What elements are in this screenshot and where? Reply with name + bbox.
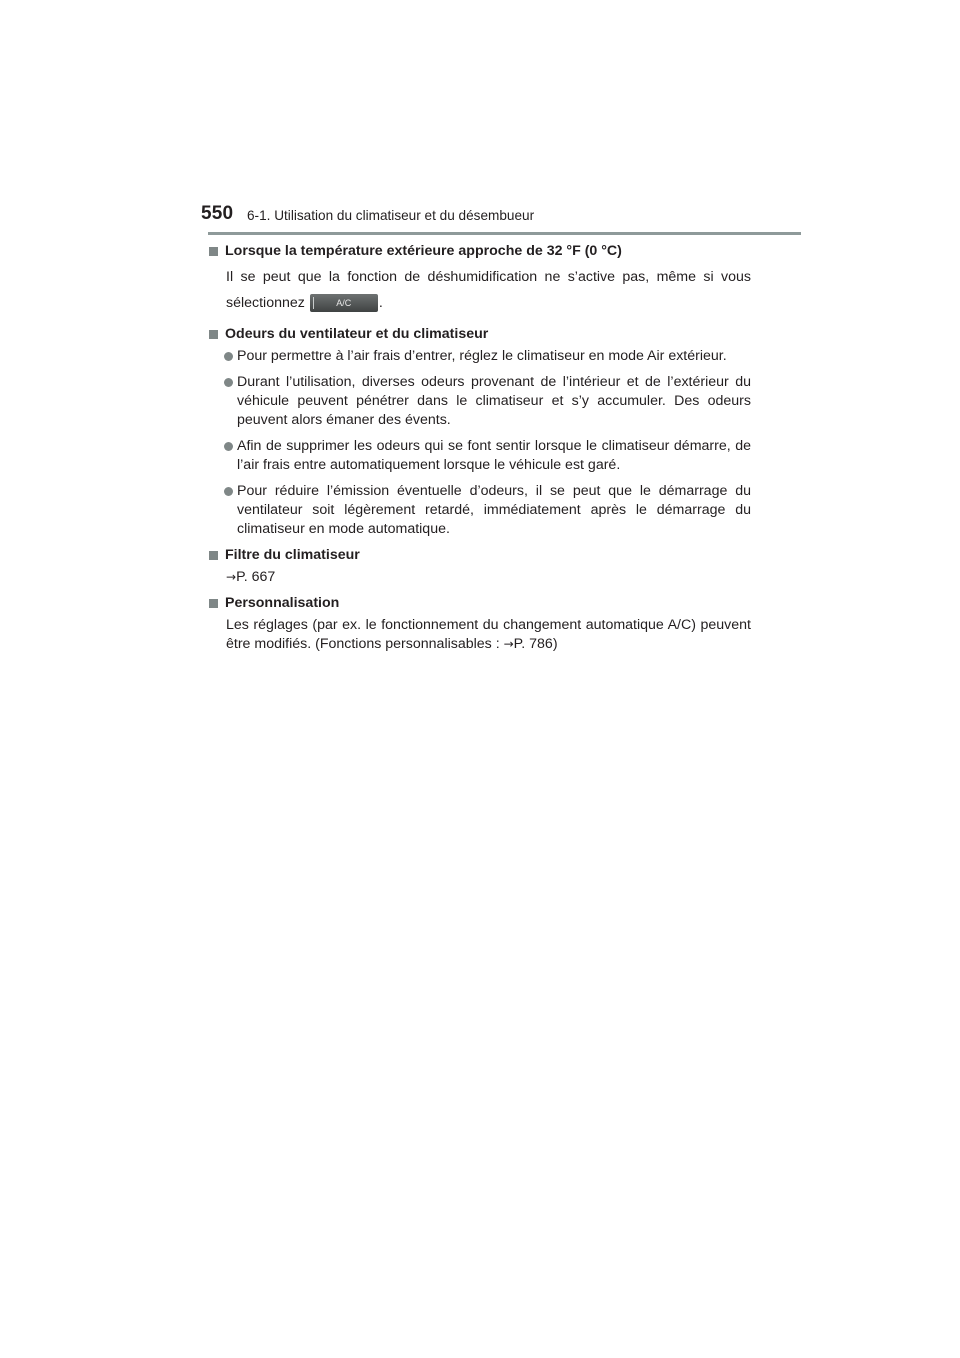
arrow-right-icon: →	[226, 570, 237, 584]
list-item	[209, 373, 751, 430]
page-reference-link[interactable]: P. 667	[236, 569, 276, 585]
list-item-text: Durant l’utilisation, diverses odeurs provenant de l’intérieur et de l’extérieur du véhicule peuvent pénétrer dans le climatiseur et s’y accumuler. Des odeurs peuvent alors émaner des évents.	[237, 374, 751, 428]
section-heading	[209, 594, 751, 613]
list-item	[209, 437, 751, 475]
section-odors	[209, 325, 751, 539]
paragraph-end: )	[552, 636, 558, 652]
square-bullet-icon	[209, 330, 218, 339]
list-item-text: Afin de supprimer les odeurs qui se font sentir lorsque le climatiseur démarre, de l’air frais entre automatiquement lorsque le véhicule est garé.	[237, 438, 751, 473]
round-bullet-icon	[224, 352, 233, 361]
section-paragraph	[209, 264, 751, 316]
ac-button-label: A/C	[336, 298, 352, 309]
section-outside-temperature	[209, 242, 751, 316]
square-bullet-icon	[209, 551, 218, 560]
list-item-text: Pour permettre à l’air frais d’entrer, réglez le climatiseur en mode Air extérieur.	[237, 348, 727, 364]
section-customization	[209, 594, 751, 654]
round-bullet-icon	[224, 487, 233, 496]
list-item-text: Pour réduire l’émission éventuelle d’odeurs, il se peut que le démarrage du ventilateur soit légèrement retardé, immédiatement après le démarrage du climatiseur en mode automatique.	[237, 483, 751, 537]
list-item	[209, 482, 751, 539]
running-title: 6-1. Utilisation du climatiseur et du désembueur	[247, 208, 535, 223]
round-bullet-icon	[224, 378, 233, 387]
section-heading	[209, 242, 751, 261]
square-bullet-icon	[209, 247, 218, 256]
section-heading	[209, 325, 751, 344]
heading-text: Odeurs du ventilateur et du climatiseur	[225, 326, 489, 342]
square-bullet-icon	[209, 599, 218, 608]
arrow-right-icon: →	[503, 637, 514, 651]
header-rule	[208, 232, 801, 235]
paragraph-end: .	[378, 295, 383, 311]
paragraph-text: Les réglages (par ex. le fonctionnement du changement automatique A/C) peuvent être modifiés. (Fonctions personnalisables :	[226, 617, 751, 652]
heading-text: Lorsque la température extérieure approche de 32 °F (0 °C)	[225, 243, 622, 259]
paragraph-text: Il se peut que la fonction de déshumidification ne s’active pas, même si vous sélectionnez	[226, 269, 751, 311]
section-paragraph	[209, 568, 751, 587]
heading-text: Personnalisation	[225, 595, 340, 611]
page-number: 550	[201, 203, 234, 224]
section-heading	[209, 546, 751, 565]
round-bullet-icon	[224, 442, 233, 451]
page-reference-link[interactable]: P. 786	[513, 636, 553, 652]
section-paragraph	[209, 616, 751, 654]
ac-button-icon	[310, 294, 378, 312]
section-filter	[209, 546, 751, 587]
list-item	[209, 347, 751, 366]
heading-text: Filtre du climatiseur	[225, 547, 360, 563]
page-content	[209, 242, 751, 654]
